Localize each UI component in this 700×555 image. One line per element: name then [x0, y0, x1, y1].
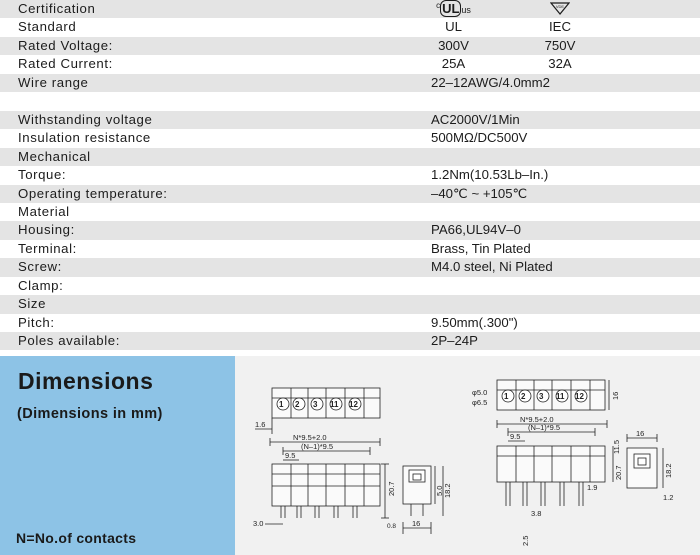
- dim-label: 1.9: [587, 483, 598, 492]
- spec-label: Size: [18, 296, 47, 312]
- dim-label: (N–1)*9.5: [528, 423, 561, 432]
- spec-label: Withstanding voltage: [18, 111, 153, 127]
- dim-label: 3.8: [531, 509, 542, 518]
- left-pin-label: 3: [313, 400, 318, 409]
- spec-label: Rated Current:: [18, 56, 113, 72]
- dim-label: 16: [636, 429, 645, 438]
- dim-label: 18.2: [443, 483, 452, 498]
- spec-value-secondary: IEC: [549, 19, 571, 35]
- spec-label: Mechanical: [18, 148, 91, 164]
- spec-row: [0, 129, 700, 147]
- spec-row: [0, 166, 700, 184]
- dim-label: 5.0: [435, 485, 444, 496]
- spec-value-secondary: 32A: [548, 56, 572, 72]
- spec-label: Clamp:: [18, 277, 64, 293]
- spec-row: [0, 240, 700, 258]
- dim-label: 0.8: [387, 523, 397, 530]
- spec-row: [0, 92, 700, 110]
- spec-label: Standard: [18, 19, 77, 35]
- spec-label: Torque:: [18, 167, 67, 183]
- spec-value: 2P–24P: [431, 333, 478, 349]
- dim-label: 2.5: [521, 535, 530, 546]
- spec-value: PA66,UL94V–0: [431, 222, 521, 238]
- vde-cert-icon: [540, 1, 580, 18]
- spec-row: [0, 314, 700, 332]
- dim-label: 11.5: [612, 439, 621, 454]
- left-pin-label: 2: [295, 400, 300, 409]
- spec-value: UL: [445, 19, 462, 35]
- spec-value: 25A: [441, 56, 466, 72]
- dimension-drawings: [235, 356, 700, 555]
- spec-row: [0, 37, 700, 55]
- spec-row: [0, 203, 700, 221]
- dim-label: 3.0: [253, 519, 264, 528]
- spec-value: 1.2Nm(10.53Lb–In.): [431, 167, 549, 183]
- spec-value: 9.50mm(.300"): [431, 314, 518, 330]
- spec-value: 300V: [438, 37, 469, 53]
- spec-label: Pitch:: [18, 314, 55, 330]
- spec-label: Insulation resistance: [18, 130, 151, 146]
- dim-label: 16: [611, 391, 620, 400]
- dim-label: 16: [412, 519, 421, 528]
- spec-value: AC2000V/1Min: [431, 111, 520, 127]
- right-pin-label: 11: [556, 392, 565, 401]
- spec-value: 22–12AWG/4.0mm2: [431, 74, 550, 90]
- spec-label: Rated Voltage:: [18, 37, 113, 53]
- spec-label: Operating temperature:: [18, 185, 168, 201]
- spec-row: [0, 0, 700, 18]
- spec-label: Terminal:: [18, 240, 77, 256]
- svg-text:VDE: VDE: [555, 4, 565, 9]
- left-pin-label: 12: [349, 400, 358, 409]
- spec-value-secondary: 750V: [544, 37, 576, 53]
- left-pin-label: 11: [330, 400, 339, 409]
- dim-label: N*9.5+2.0: [520, 415, 554, 424]
- spec-label: Housing:: [18, 222, 75, 238]
- dimensions-title-box: [0, 356, 235, 555]
- dim-label: 20.7: [387, 481, 396, 496]
- dimensions-subtitle: (Dimensions in mm): [17, 406, 163, 422]
- spec-value: –40℃ ~ +105℃: [431, 185, 528, 201]
- dim-label: φ5.0: [472, 388, 488, 397]
- spec-value: M4.0 steel, Ni Plated: [431, 259, 553, 275]
- ul-cert-icon: $^c$ UL us: [436, 1, 471, 16]
- spec-row: [0, 258, 700, 276]
- right-pin-label: 3: [539, 392, 544, 401]
- right-pin-label: 1: [504, 392, 509, 401]
- spec-label: Certification: [18, 1, 96, 16]
- dim-label: 18.2: [664, 463, 673, 478]
- dim-label: 20.7: [614, 465, 623, 480]
- spec-label: Material: [18, 203, 70, 219]
- spec-row: [0, 74, 700, 92]
- spec-row: [0, 148, 700, 166]
- spec-row: [0, 18, 700, 36]
- dim-label: 1.6: [255, 420, 266, 429]
- spec-value: Brass, Tin Plated: [431, 240, 531, 256]
- dim-label: N*9.5+2.0: [293, 433, 327, 442]
- spec-row: [0, 277, 700, 295]
- spec-label: Poles available:: [18, 333, 120, 349]
- spec-value: 500MΩ/DC500V: [431, 130, 528, 146]
- dim-label: 9.5: [510, 432, 521, 441]
- spec-row: [0, 295, 700, 313]
- dim-label: 9.5: [285, 451, 296, 460]
- left-pin-label: 1: [279, 400, 284, 409]
- right-pin-label: 12: [575, 392, 584, 401]
- spec-label: Screw:: [18, 259, 62, 275]
- spec-row: [0, 55, 700, 73]
- spec-row: [0, 111, 700, 129]
- spec-label: Wire range: [18, 74, 89, 90]
- spec-row: [0, 332, 700, 350]
- spec-row: [0, 221, 700, 239]
- spec-row: [0, 185, 700, 203]
- dim-label: φ6.5: [472, 398, 488, 407]
- contacts-note: N=No.of contacts: [16, 530, 137, 546]
- dim-label: 1.2: [663, 493, 674, 502]
- dim-label: (N–1)*9.5: [301, 442, 334, 451]
- dimensions-panel: [0, 356, 700, 555]
- dimensions-title: Dimensions: [18, 368, 154, 394]
- right-pin-label: 2: [521, 392, 526, 401]
